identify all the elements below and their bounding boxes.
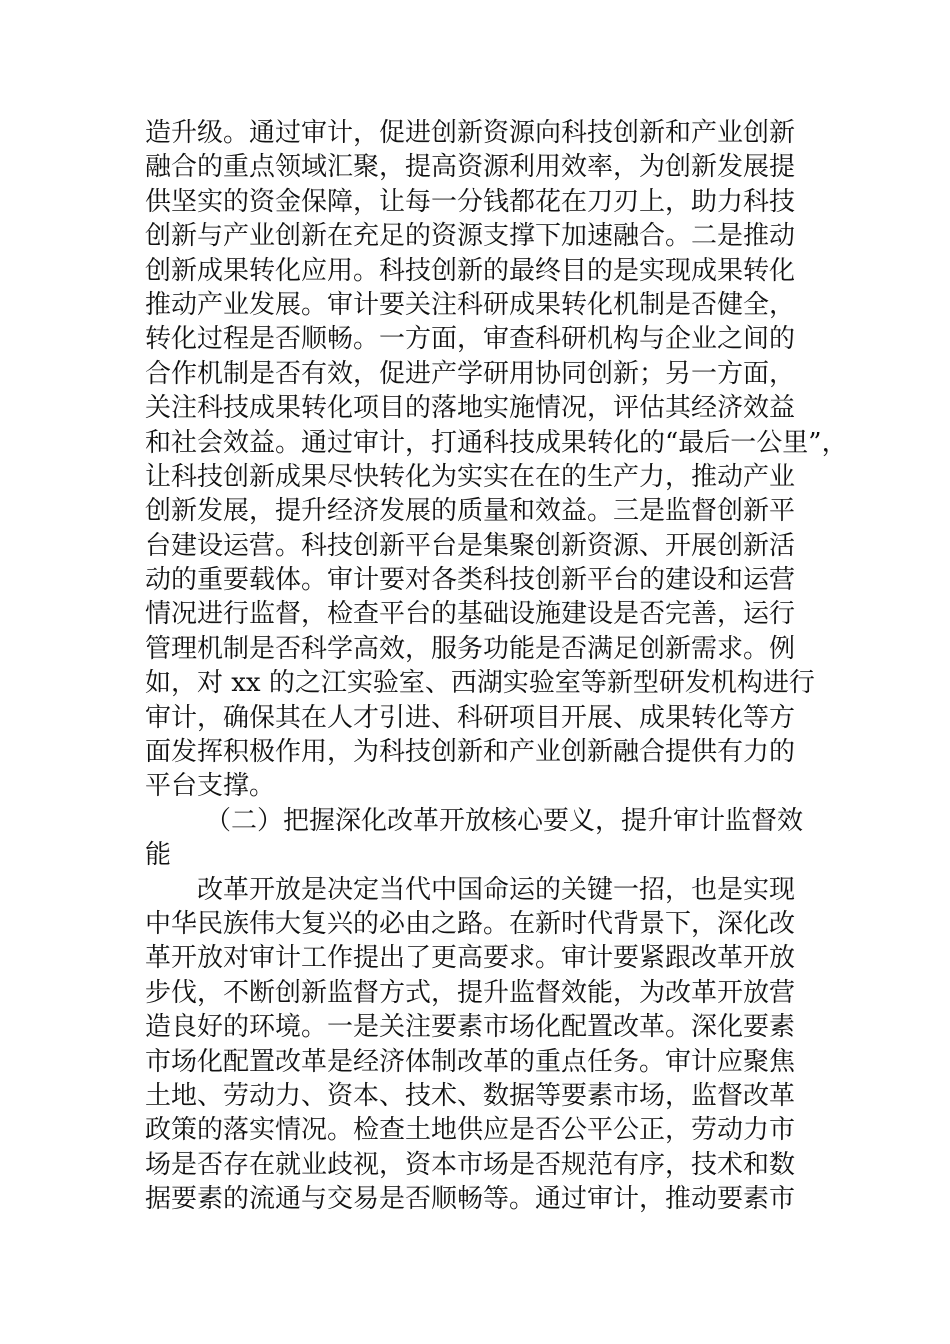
text-line: 面发挥积极作用，为科技创新和产业创新融合提供有力的 <box>145 737 796 768</box>
text-line: 据要素的流通与交易是否顺畅等。通过审计，推动要素市 <box>145 1184 796 1215</box>
text-line: 场是否存在就业歧视，资本市场是否规范有序，技术和数 <box>145 1149 796 1180</box>
text-line: 转化过程是否顺畅。一方面，审查科研机构与企业之间的 <box>145 324 796 355</box>
text-line: 关注科技成果转化项目的落地实施情况，评估其经济效益 <box>145 393 796 424</box>
text-line: 步伐，不断创新监督方式，提升监督效能，为改革开放营 <box>145 977 796 1008</box>
text-line: 市场化配置改革是经济体制改革的重点任务。审计应聚焦 <box>145 1046 796 1077</box>
document-body <box>145 116 848 1217</box>
text-line: 管理机制是否科学高效，服务功能是否满足创新需求。例 <box>145 633 796 664</box>
text-line: 造升级。通过审计，促进创新资源向科技创新和产业创新 <box>145 118 796 148</box>
text-line: 平台支撑。 <box>145 771 276 802</box>
text-line: 审计，确保其在人才引进、科研项目开展、成果转化等方 <box>145 702 796 733</box>
text-line: 革开放对审计工作提出了更高要求。审计要紧跟改革开放 <box>145 943 796 974</box>
text-line: 造良好的环境。一是关注要素市场化配置改革。深化要素 <box>145 1012 796 1043</box>
text-line: 融合的重点领域汇聚，提高资源利用效率，为创新发展提 <box>145 152 796 183</box>
text-line: 推动产业发展。审计要关注科研成果转化机制是否健全， <box>145 289 796 320</box>
text-line: 让科技创新成果尽快转化为实实在在的生产力，推动产业 <box>145 461 796 492</box>
text-line: 创新发展，提升经济发展的质量和效益。三是监督创新平 <box>145 496 796 527</box>
text-line: 创新成果转化应用。科技创新的最终目的是实现成果转化 <box>145 255 796 286</box>
text-line: 台建设运营。科技创新平台是集聚创新资源、开展创新活 <box>145 530 796 561</box>
text-line: 和社会效益。通过审计，打通科技成果转化的“最后一公里”， <box>145 427 848 458</box>
text-line: 情况进行监督，检查平台的基础设施建设是否完善，运行 <box>145 599 796 630</box>
text-line: 创新与产业创新在充足的资源支撑下加速融合。二是推动 <box>145 221 796 252</box>
text-line: 政策的落实情况。检查土地供应是否公平公正，劳动力市 <box>145 1115 796 1146</box>
section-heading-continuation: 能 <box>145 840 172 871</box>
text-line: 动的重要载体。审计要对各类科技创新平台的建设和运营 <box>145 565 796 596</box>
text-line: 改革开放是决定当代中国命运的关键一招，也是实现 <box>197 874 796 905</box>
text-line: 如，对 xx 的之江实验室、西湖实验室等新型研发机构进行 <box>145 668 815 699</box>
section-heading: （二）把握深化改革开放核心要义，提升审计监督效 <box>205 805 804 836</box>
text-line: 供坚实的资金保障，让每一分钱都花在刀刃上，助力科技 <box>145 186 796 217</box>
text-line: 土地、劳动力、资本、技术、数据等要素市场，监督改革 <box>145 1080 796 1111</box>
text-line: 合作机制是否有效，促进产学研用协同创新；另一方面， <box>145 358 796 389</box>
text-line: 中华民族伟大复兴的必由之路。在新时代背景下，深化改 <box>145 908 796 939</box>
